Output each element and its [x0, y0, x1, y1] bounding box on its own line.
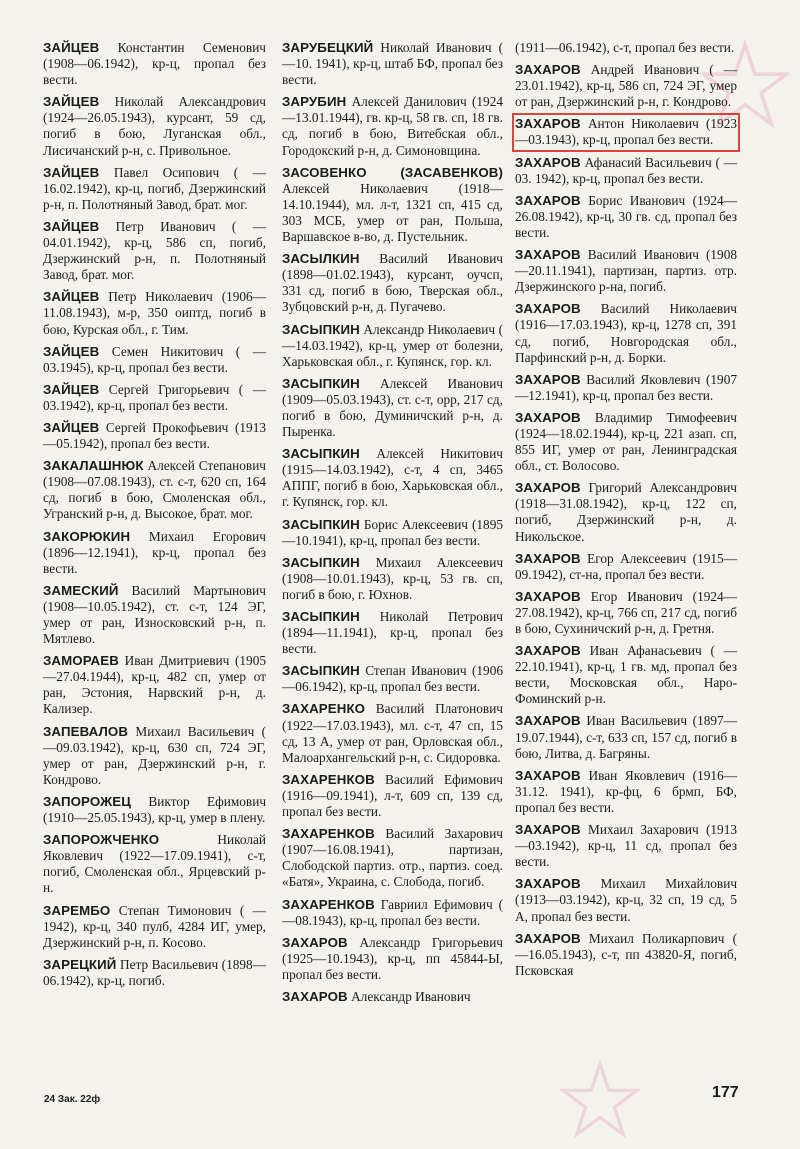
- list-item: [515, 551, 737, 583]
- entry-text: Александр Николаевич ( —14.03.1942), кр-ц, умер от болезни, Харьковская обл., г. Купянск, гор. кл.: [282, 321, 503, 369]
- surname: ЗАХАРОВ: [515, 822, 581, 838]
- surname: ЗАХАРОВ: [515, 588, 581, 604]
- surname: ЗАСЫПКИН: [282, 321, 360, 337]
- list-item: [515, 155, 737, 187]
- entry-text: Виктор Ефимович (1910—25.05.1943), кр-ц, умер в плену.: [43, 793, 267, 826]
- surname: ЗАСЫПКИН: [282, 375, 360, 391]
- list-item: [282, 376, 503, 440]
- list-item: [282, 40, 503, 88]
- surname: ЗАХАРОВ: [515, 409, 581, 425]
- page-number: 177: [712, 1084, 739, 1101]
- entry-text: Александр Григорьевич (1925—10.1943), кр-ц, пп 45844-Ы, пропал без вести.: [282, 934, 503, 982]
- surname: ЗАХАРЕНКОВ: [282, 896, 375, 912]
- list-item: [515, 410, 737, 474]
- entry-text: Василий Иванович (1908—20.11.1941), партизан, партиз. отр. Дзержинского р-на, погиб.: [515, 247, 738, 295]
- entry-text: Петр Иванович ( —04.01.1942), кр-ц, 586 сп, погиб, Дзержинский р-н, п. Полотняный Завод, брат. мог.: [43, 218, 266, 283]
- surname: ЗАСЫПКИН: [282, 554, 360, 570]
- entry-text: Павел Осипович ( —16.02.1942), кр-ц, погиб, Дзержинский р-н, п. Полотняный Завод, брат. мог.: [43, 164, 267, 212]
- list-item: [515, 193, 737, 241]
- list-item: [43, 832, 266, 896]
- surname: ЗАРУБЕЦКИЙ: [282, 40, 374, 55]
- entry-text: Гавриил Ефимович ( —08.1943), кр-ц, пропал без вести.: [282, 896, 503, 928]
- entry-text: Егор Алексеевич (1915—09.1942), ст-на, пропал без вести.: [515, 550, 737, 582]
- surname: ЗАЙЦЕВ: [43, 164, 100, 180]
- list-item: [43, 653, 266, 717]
- surname: ЗАЙЦЕВ: [43, 289, 100, 305]
- surname: ЗАКОРЮКИН: [43, 528, 131, 544]
- list-item: [43, 794, 266, 826]
- surname: ЗАХАРОВ: [515, 154, 581, 170]
- list-item: [282, 165, 503, 245]
- entry-text: Василий Платонович (1922—17.03.1943), мл. с-т, 47 сп, 15 сд, 13 А, умер от ран, Орловская обл., Малоархангельский р-н, с. Сидоровка.: [282, 701, 503, 765]
- list-item: [515, 768, 737, 816]
- surname: ЗАСЫПКИН: [282, 446, 360, 462]
- list-item: [515, 822, 737, 870]
- surname: ЗАХАРОВ: [515, 550, 581, 566]
- list-item: [43, 219, 266, 283]
- entry-text: Николай Яковлевич (1922—17.09.1941), с-т, погиб, Смоленская обл., Ярцевский р-н.: [43, 832, 266, 896]
- surname: ЗАРУБИН: [282, 94, 347, 110]
- entry-text: Степан Тимонович ( —1942), кр-ц, 340 пулб, 4284 ИГ, умер, Дзержинский р-н, п. Косово.: [43, 902, 266, 950]
- surname: ЗАХАРОВ: [515, 371, 581, 387]
- list-item: [282, 772, 503, 820]
- list-item: [515, 247, 737, 295]
- entry-text: Василий Яковлевич (1907—12.1941), кр-ц, пропал без вести.: [515, 371, 737, 403]
- entry-text: Василий Иванович (1898—01.02.1943), курсант, оучсп, 331 сд, погиб в бою, Тверская обл., Зубцовский р-н, д. Пугачево.: [282, 251, 503, 315]
- entry-text: Сергей Прокофьевич (1913—05.1942), пропал без вести.: [43, 419, 266, 452]
- entry-text: Михаил Егорович (1896—12.1941), кр-ц, пропал без вести.: [43, 528, 266, 576]
- surname: ЗАЙЦЕВ: [43, 40, 100, 55]
- entry-text: Петр Николаевич (1906—11.08.1943), м-р, 350 оиптд, погиб в бою, Курская обл., г. Тим.: [43, 289, 267, 337]
- entry-text: Василий Николаевич (1916—17.03.1943), кр-ц, 1278 сп, 391 сд, погиб, Новгородская обл., Парфинский р-н, д. Борки.: [515, 301, 737, 365]
- surname: ЗАСЫЛКИН: [282, 251, 360, 267]
- entry-text: Василий Мартынович (1908—10.05.1942), ст. с-т, 124 ЭГ, умер от ран, Износковский р-н, п. Мятлево.: [43, 582, 266, 647]
- entry-text: Михаил Поликарпович ( —16.05.1943), с-т, пп 43820-Я, погиб, Псковская: [515, 930, 737, 978]
- entry-text: Егор Иванович (1924—27.08.1942), кр-ц, 766 сп, 217 сд, погиб в бою, Сухиничский р-н, д. Гретня.: [515, 588, 737, 636]
- list-item: [282, 446, 503, 510]
- entry-text: Афанасий Васильевич ( —03. 1942), кр-ц, пропал без вести.: [515, 154, 738, 186]
- list-item: [43, 529, 266, 577]
- surname: ЗАХАРОВ: [515, 480, 581, 496]
- surname: ЗАРЕМБО: [43, 902, 111, 918]
- list-item: [515, 643, 737, 707]
- entry-text: Борис Алексеевич (1895—10.1941), кр-ц, пропал без вести.: [282, 516, 503, 548]
- list-item: [43, 420, 266, 452]
- surname: ЗАХАРОВ: [282, 934, 348, 950]
- list-item: [515, 301, 737, 365]
- list-item: [282, 94, 503, 158]
- surname: ЗАХАРОВ: [515, 116, 581, 132]
- surname: ЗАХАРЕНКОВ: [282, 826, 375, 842]
- entry-text: Андрей Иванович ( —23.01.1942), кр-ц, 586 сп, 724 ЭГ, умер от ран, Дзержинский р-н, г. Кондрово.: [515, 62, 737, 110]
- surname: ЗАМОРАЕВ: [43, 653, 119, 669]
- surname: ЗАХАРОВ: [515, 876, 581, 892]
- entry-text: Михаил Михайлович (1913—03.1942), кр-ц, 32 сп, 19 сд, 5 А, пропал без вести.: [515, 876, 738, 924]
- list-item: [515, 589, 737, 637]
- entry-text: Алексей Данилович (1924—13.01.1944), гв. кр-ц, 58 гв. сп, 18 гв. сд, погиб в бою, Витебская обл., Городокский р-н, д. Симоновщина.: [282, 94, 504, 158]
- surname: ЗАСЫПКИН: [282, 609, 360, 624]
- list-item: [282, 663, 503, 695]
- list-item: [43, 957, 266, 989]
- column-2: [282, 40, 503, 1011]
- entry-text: Алексей Никитович (1915—14.03.1942), с-т, 4 сп, 3465 АППГ, погиб в бою, Харьковская обл., г. Купянск, гор. кл.: [282, 446, 503, 510]
- entry-text: Иван Яковлевич (1916—31.12. 1941), кр-фц, 6 брмп, БФ, пропал без вести.: [515, 767, 738, 815]
- surname: ЗАСЫПКИН: [282, 516, 360, 532]
- entry-text: Константин Семенович (1908—06.1942), кр-ц, пропал без вести.: [43, 40, 266, 88]
- list-item: [282, 897, 503, 929]
- list-item: [282, 989, 503, 1005]
- list-item: [515, 480, 737, 544]
- watermark-star-icon: [700, 40, 790, 130]
- surname: ЗАПОРОЖЧЕНКО: [43, 832, 160, 848]
- list-item: [43, 583, 266, 647]
- entry-text: Николай Иванович ( —10. 1941), кр-ц, штаб БФ, пропал без вести.: [282, 40, 503, 88]
- entry-text: Александр Иванович: [351, 988, 471, 1004]
- entry-text: Михаил Алексеевич (1908—10.01.1943), кр-ц, 53 гв. сп, погиб в бою, г. Юхнов.: [282, 554, 504, 602]
- list-item: [282, 609, 503, 657]
- entry-text: Николай Петрович (1894—11.1941), кр-ц, пропал без вести.: [282, 609, 503, 657]
- entry-text: Николай Александрович (1924—26.05.1943), курсант, 59 сд, погиб в бою, Луганская обл., Лисичанский р-н, с. Привольное.: [43, 94, 266, 158]
- column-1: [43, 40, 266, 995]
- list-item: [515, 372, 737, 404]
- surname: ЗАЙЦЕВ: [43, 419, 100, 435]
- entry-text: Антон Николаевич (1923—03.1943), кр-ц, пропал без вести.: [515, 116, 737, 148]
- surname: ЗАХАРОВ: [515, 62, 581, 78]
- surname: ЗАКАЛАШНЮК: [43, 458, 144, 474]
- footer-print-note: 24 Зак. 22ф: [44, 1094, 101, 1105]
- list-item: [282, 251, 503, 315]
- entry-text: (1911—06.1942), с-т, пропал без вести.: [515, 40, 735, 55]
- surname: ЗАХАРЕНКОВ: [282, 771, 375, 787]
- list-item: [43, 903, 266, 951]
- surname: ЗАХАРОВ: [282, 988, 348, 1004]
- list-item: [43, 165, 266, 213]
- entry-text: Василий Ефимович (1916—09.1941), л-т, 609 сп, 139 сд, пропал без вести.: [282, 771, 503, 820]
- entry-text: Владимир Тимофеевич (1924—18.02.1944), кр-ц, 221 азап. сп, 855 ИГ, умер от ран, Ленинградская обл., ст. Волосово.: [515, 409, 737, 474]
- list-item: [282, 322, 503, 370]
- surname: ЗАХАРОВ: [515, 247, 581, 263]
- surname: ЗАПЕВАЛОВ: [43, 723, 129, 739]
- list-item: [282, 826, 503, 890]
- surname: ЗАСОВЕНКО (ЗАСАВЕНКОВ): [282, 164, 503, 180]
- surname: ЗАЙЦЕВ: [43, 381, 100, 397]
- entry-text: Борис Иванович (1924—26.08.1942), кр-ц, 30 гв. сд, пропал без вести.: [515, 192, 738, 240]
- entry-text: Михаил Захарович (1913—03.1942), кр-ц, 11 сд, пропал без вести.: [515, 822, 737, 870]
- surname: ЗАХАРОВ: [515, 301, 581, 317]
- surname: ЗАЙЦЕВ: [43, 218, 100, 234]
- list-item: [282, 935, 503, 983]
- watermark-star-icon: [560, 1060, 640, 1140]
- column-3: [515, 40, 737, 985]
- entry-text: Петр Васильевич (1898—06.1942), кр-ц, погиб.: [43, 956, 266, 988]
- surname: ЗАПОРОЖЕЦ: [43, 793, 132, 809]
- list-item: [43, 94, 266, 158]
- list-item: [43, 289, 266, 337]
- entry-text: Иван Афанасьевич ( —22.10.1941), кр-ц, 1 гв. мд, пропал без вести, Московская обл., Наро-Фоминский р-н.: [515, 643, 737, 707]
- surname: ЗАХАРЕНКО: [282, 701, 366, 717]
- surname: ЗАХАРОВ: [515, 643, 581, 659]
- entry-text: Василий Захарович (1907—16.08.1941), партизан, Слободской партиз. отр., партиз. соед. «Батя», Украина, с. Слобода, погиб.: [282, 826, 503, 890]
- list-item: [515, 713, 737, 761]
- surname: ЗАЙЦЕВ: [43, 94, 100, 110]
- entry-text: Алексей Иванович (1909—05.03.1943), ст. с-т, орр, 217 сд, погиб в бою, Думиничский р-н, д. Пыренка.: [282, 375, 503, 440]
- surname: ЗАХАРОВ: [515, 767, 581, 783]
- list-item: [282, 701, 503, 765]
- surname: ЗАМЕСКИЙ: [43, 582, 119, 598]
- list-item: [43, 40, 266, 88]
- list-item: [43, 382, 266, 414]
- surname: ЗАХАРОВ: [515, 713, 581, 729]
- entry-text: Михаил Васильевич ( —09.03.1942), кр-ц, 630 сп, 724 ЭГ, умер от ран, Дзержинский р-н, г. Кондрово.: [43, 723, 266, 787]
- surname: ЗАХАРОВ: [515, 930, 581, 946]
- list-item: [515, 876, 737, 924]
- list-item: [43, 724, 266, 788]
- entry-text: Иван Васильевич (1897—19.07.1944), с-т, 633 сп, 157 сд, погиб в бою, Литва, д. Багряны.: [515, 713, 737, 761]
- entry-text: Григорий Александрович (1918—31.08.1942), кр-ц, 122 сп, погиб, Дзержинский р-н, д. Никольское.: [515, 480, 737, 544]
- entry-text: Семен Никитович ( —03.1945), кр-ц, пропал без вести.: [43, 343, 266, 375]
- entry-text: Сергей Григорьевич ( —03.1942), кр-ц, пропал без вести.: [43, 381, 267, 413]
- surname: ЗАХАРОВ: [515, 192, 581, 208]
- list-item: [282, 555, 503, 603]
- entry-text: Алексей Николаевич (1918—14.10.1944), мл. л-т, 1321 сп, 415 сд, 303 МСБ, умер от ран, Польша, Варшавское в-во, д. Пустельник.: [282, 180, 503, 245]
- list-item: [43, 458, 266, 522]
- surname: ЗАЙЦЕВ: [43, 343, 100, 359]
- list-item: [282, 517, 503, 549]
- entry-text: Степан Иванович (1906—06.1942), кр-ц, пропал без вести.: [282, 663, 503, 695]
- surname: ЗАСЫПКИН: [282, 663, 360, 679]
- list-item: [43, 344, 266, 376]
- entry-text: Алексей Степанович (1908—07.08.1943), ст. с-т, 620 сп, 164 сд, погиб в бою, Смоленская обл., Угранский р-н, д. Высокое, брат. мог.: [43, 458, 266, 522]
- list-item: [515, 931, 737, 979]
- surname: ЗАРЕЦКИЙ: [43, 956, 117, 972]
- entry-text: Иван Дмитриевич (1905—27.04.1944), кр-ц, 482 сп, умер от ран, Эстония, Нарвский р-н, д. Кализер.: [43, 653, 267, 717]
